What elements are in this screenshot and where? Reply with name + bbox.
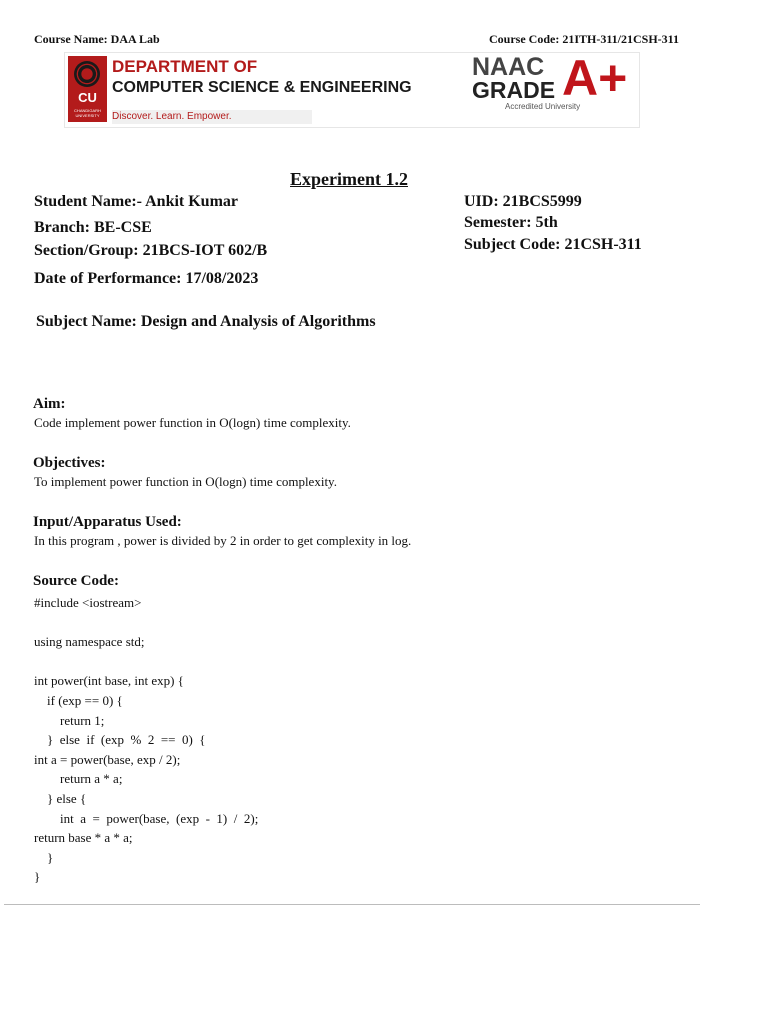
experiment-title: Experiment 1.2 [290, 169, 408, 189]
cu-logo-subtext: CHANDIGARH UNIVERSITY [74, 108, 101, 118]
input-apparatus-text: In this program , power is divided by 2 in order to get complexity in log. [34, 533, 412, 548]
grade-logo-text: GRADE [472, 77, 556, 103]
semester: Semester: 5th [464, 214, 558, 231]
input-apparatus-heading: Input/Apparatus Used: [33, 514, 182, 530]
branch: Branch: BE-CSE [34, 219, 152, 236]
cu-logo-text: CU [78, 90, 97, 105]
objectives-text: To implement power function in O(logn) time complexity. [34, 474, 337, 489]
uid: UID: 21BCS5999 [464, 193, 582, 210]
tagline-strip [112, 110, 312, 124]
accredited-label: Accredited University [505, 102, 581, 111]
cu-logo [68, 56, 107, 122]
university-emblem-icon [74, 61, 100, 87]
aim-heading: Aim: [33, 396, 66, 412]
department-title-line2: COMPUTER SCIENCE & ENGINEERING [112, 79, 412, 96]
course-name: Course Name: DAA Lab [34, 32, 160, 46]
naac-logo-text: NAAC [472, 53, 545, 81]
source-code-heading: Source Code: [33, 573, 119, 589]
course-code: Course Code: 21ITH-311/21CSH-311 [489, 32, 680, 46]
department-title-line1: DEPARTMENT OF [112, 57, 258, 76]
subject-name: Subject Name: Design and Analysis of Algorithms [36, 313, 376, 330]
tagline: Discover. Learn. Empower. [112, 111, 232, 122]
objectives-heading: Objectives: [33, 455, 106, 471]
aim-text: Code implement power function in O(logn) time complexity. [34, 415, 351, 430]
page-divider [4, 904, 700, 905]
subject-code: Subject Code: 21CSH-311 [464, 236, 642, 253]
section-group: Section/Group: 21BCS-IOT 602/B [34, 242, 268, 259]
source-code-block: #include <iostream> using namespace std; int power(int base, int exp) { if (exp == 0) { return 1; } else if (exp % 2 == 0) { int a = power(base, exp / 2); return a * a; } else { int a = power(base, (exp - 1) / 2); return base * a * a; } } [34, 595, 259, 885]
date-of-performance: Date of Performance: 17/08/2023 [34, 270, 259, 287]
grade-a-plus: A+ [562, 50, 628, 106]
department-banner [64, 52, 640, 128]
student-name: Student Name:- Ankit Kumar [34, 193, 239, 210]
